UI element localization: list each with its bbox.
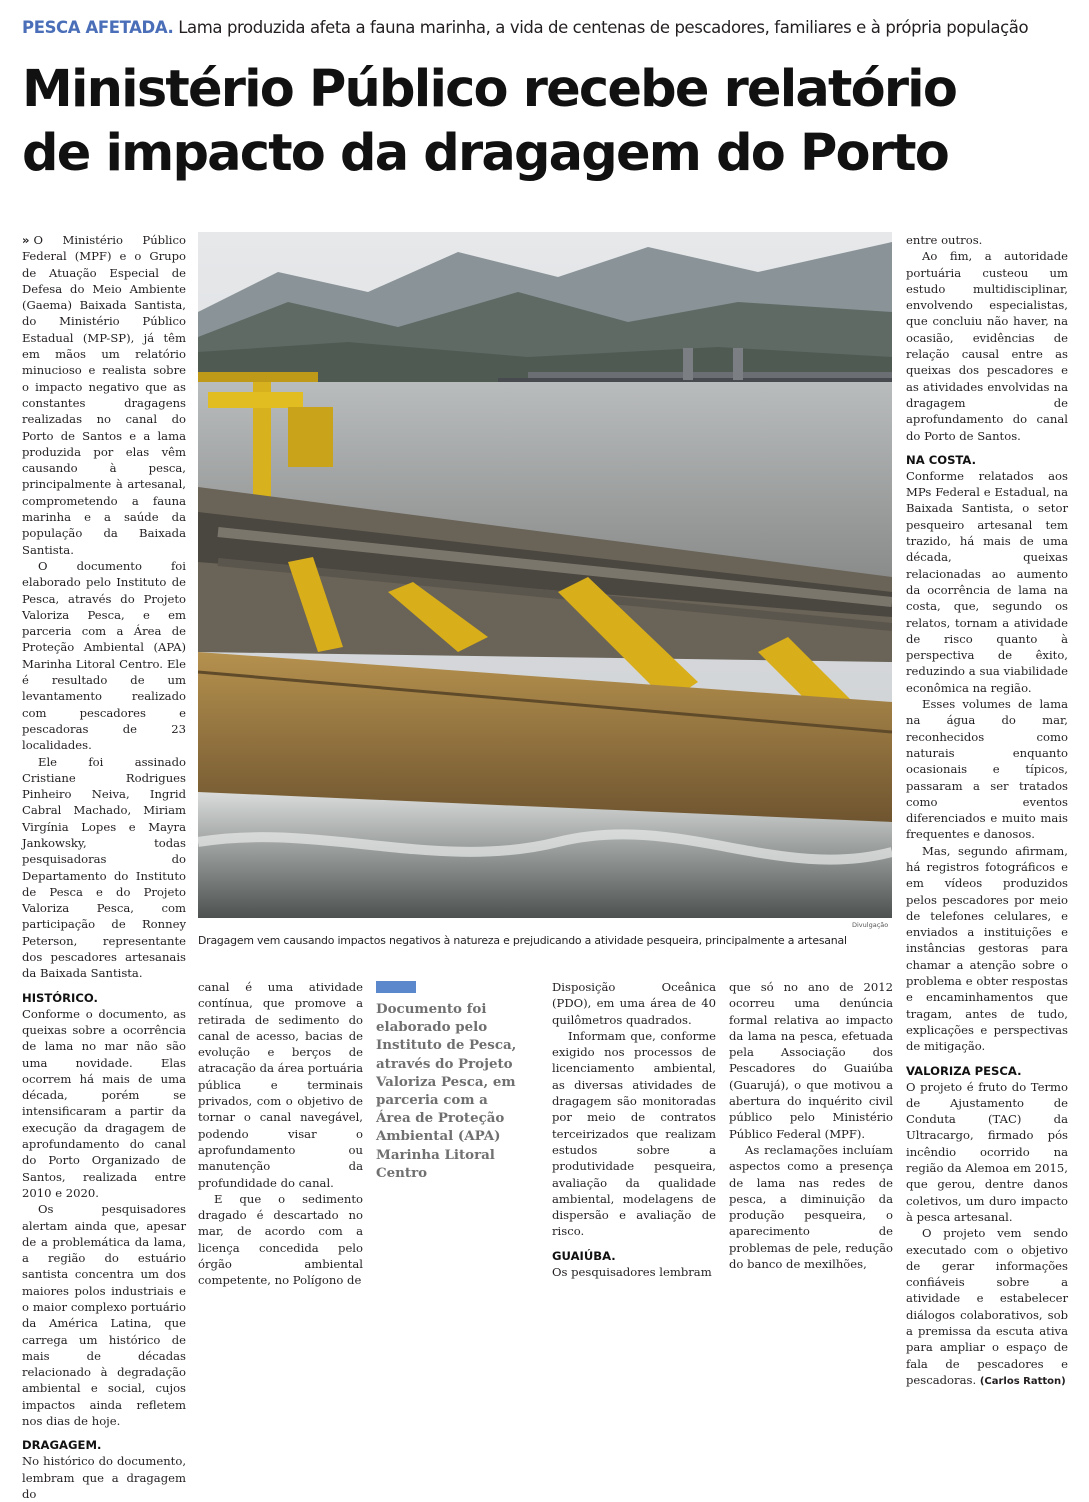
article-paragraph: Mas, segundo afirmam, há registros fotográficos e em vídeos produzidos pelos pescadores por meio de telefones celulares, e enviados a instituições e instâncias gestoras para chamar a atenção sobre o problema e obter respostas e encaminhamentos que tragam, antes de tudo, explicações e perspectivas de mitigação. [906,843,1068,1054]
photo-credit: Divulgação [852,921,889,929]
article-column-2 [198,979,363,1289]
section-heading-dragagem: DRAGAGEM. [22,1438,102,1453]
article-column-1 [22,232,186,1502]
article-paragraph: O projeto é fruto do Termo de Ajustamento de Conduta (TAC) da Ultracargo, firmado pós incêndio ocorrido na região da Alemoa em 2015, que gerou, dentre danos coletivos, um duro impacto à pesca artesanal. [906,1079,1068,1224]
article-paragraph: As reclamações incluíam aspectos como a presença de lama nas redes de pesca, a diminuição da produção pesqueira, o aparecimento de problemas de pele, redução do banco de mexilhões, [729,1142,893,1272]
article-paragraph: canal é uma atividade contínua, que promove a retirada de sedimento do canal de acesso, bacias de evolução e berços de atracação da área portuária pública e terminais privados, com o objetivo de tornar o canal navegável, podendo visar o aprofundamento ou manutenção da profundidade do canal. [198,980,363,1190]
article-paragraph: Ao fim, a autoridade portuária custeou um estudo multidisciplinar, envolvendo especialistas, que concluiu não haver, na ocasião, evidências de relação causal entre as queixas dos pescadores e as atividades envolvidas na dragagem de aprofundamento do canal do Porto de Santos. [906,249,1068,443]
article-paragraph: Ele foi assinado Cristiane Rodrigues Pinheiro Neiva, Ingrid Cabral Machado, Miriam Virgínia Lopes e Mayra Jankowsky, todas pesquisadoras do Departamento do Instituto de Pesca e do Projeto Valoriza Pesca, com participação de Ronney Peterson, representante dos pescadores artesanais da Baixada Santista. [22,754,186,981]
kicker-tag: PESCA AFETADA. [22,18,174,37]
section-heading-guaiuba: GUAIÚBA. [552,1248,616,1263]
section-heading-valoriza-pesca: VALORIZA PESCA. [906,1063,1022,1078]
pull-quote: Documento foi elaborado pelo Instituto de Pesca, através do Projeto Valoriza Pesca, em parceria com a Área de Proteção Ambiental (APA) Marinha Litoral Centro [376,1001,517,1181]
article-column-6 [906,232,1068,1390]
pull-quote-bar [376,981,416,993]
article-paragraph: » O Ministério Público Federal (MPF) e o Grupo de Atuação Especial de Defesa do Meio Ambiente (Gaema) Baixada Santista, do Ministério Público Estadual (MP-SP), já têm em mãos um relatório minucioso e realista sobre o impacto negativo que as constantes dragagens realizadas no canal do Porto de Santos e a lama produzida por elas vêm causando à pesca, principalmente à artesanal, comprometendo a fauna marinha e a saúde da população da Baixada Santista. [22,233,186,557]
article-paragraph: No histórico do documento, lembram que a dragagem do [22,1454,186,1501]
section-heading-historico: HISTÓRICO. [22,990,98,1005]
article-paragraph: Disposição Oceânica (PDO), em uma área de 40 quilômetros quadrados. [552,980,716,1027]
headline-line-1: Ministério Público recebe relatório [22,60,957,119]
lead-marker-icon: » [22,233,30,247]
headline [22,58,1082,186]
article-paragraph: Conforme relatados aos MPs Federal e Estadual, na Baixada Santista, o setor pesqueiro artesanal tem trazido, há mais de uma década, queixas relacionadas ao aumento da ocorrência de lama na costa, que, segundo os relatos, tornam a atividade de risco quanto à perspectiva de êxito, reduzindo a sua viabilidade econômica na região. [906,468,1068,695]
section-heading-na-costa: NA COSTA. [906,452,977,467]
article-paragraph: Esses volumes de lama na água do mar, reconhecidos como naturais enquanto ocasionais e típicos, passaram a ser tratados como eventos diferenciados e muito mais frequentes e danosos. [906,697,1068,842]
article-paragraph: Os pesquisadores alertam ainda que, apesar de a problemática da lama, a região do estuário santista concentra um dos maiores polos industriais e o maior complexo portuário da América Latina, que carrega um histórico de mais de décadas relacionado à degradação ambiental e social, cujos impactos ainda refletem nos dias de hoje. [22,1202,186,1429]
kicker-text: Lama produzida afeta a fauna marinha, a vida de centenas de pescadores, familiares e à própria população [178,18,1029,37]
dredging-photo [198,232,892,918]
headline-line-2: de impacto da dragagem do Porto [22,124,948,183]
article-paragraph: E que o sedimento dragado é descartado no mar, de acordo com a licença concedida pelo órgão ambiental competente, no Polígono de [198,1191,363,1288]
article-paragraph: O documento foi elaborado pelo Instituto de Pesca, através do Projeto Valoriza Pesca, e em parceria com a Área de Proteção Ambiental (APA) Marinha Litoral Centro. Ele é resultado de um levantamento realizado com pescadores e pescadoras de 23 localidades. [22,558,186,753]
article-paragraph: Informam que, conforme exigido nos processos de licenciamento ambiental, as diversas atividades de dragagem são monitoradas por meio de contratos terceirizados que realizam estudos sobre a produtividade pesqueira, avaliação da qualidade ambiental, modelagens de dispersão e avaliação de risco. [552,1028,716,1239]
author-signature: (Carlos Ratton) [979,1375,1066,1387]
article-paragraph: O projeto vem sendo executado com o objetivo de gerar informações confiáveis sobre a atividade e estabelecer diálogos colaborativos, sob a premissa da escuta ativa para ampliar o espaço de fala de pescadores e pescadoras. (Carlos Ratton) [906,1226,1068,1387]
article-paragraph: Os pesquisadores lembram [552,1264,712,1279]
article-paragraph: entre outros. [906,233,983,247]
article-column-4 [552,979,716,1280]
photo-caption: Dragagem vem causando impactos negativos à natureza e prejudicando a atividade pesqueira, principalmente a artesanal [198,934,847,947]
article-paragraph: Conforme o documento, as queixas sobre a ocorrência de lama no mar não são uma novidade. Elas ocorrem há mais de uma década, porém se intensificaram a partir da execução da dragagem de aprofundamento do canal do Porto Organizado de Santos, realizada entre 2010 e 2020. [22,1006,186,1200]
article-paragraph: que só no ano de 2012 ocorreu uma denúncia formal relativa ao impacto da lama na pesca, efetuada pela Associação dos Pescadores do Guaiúba (Guarujá), o que motivou a abertura do inquérito civil público pelo Ministério Público Federal (MPF). [729,980,893,1141]
kicker [22,18,1072,37]
article-column-5 [729,979,893,1272]
